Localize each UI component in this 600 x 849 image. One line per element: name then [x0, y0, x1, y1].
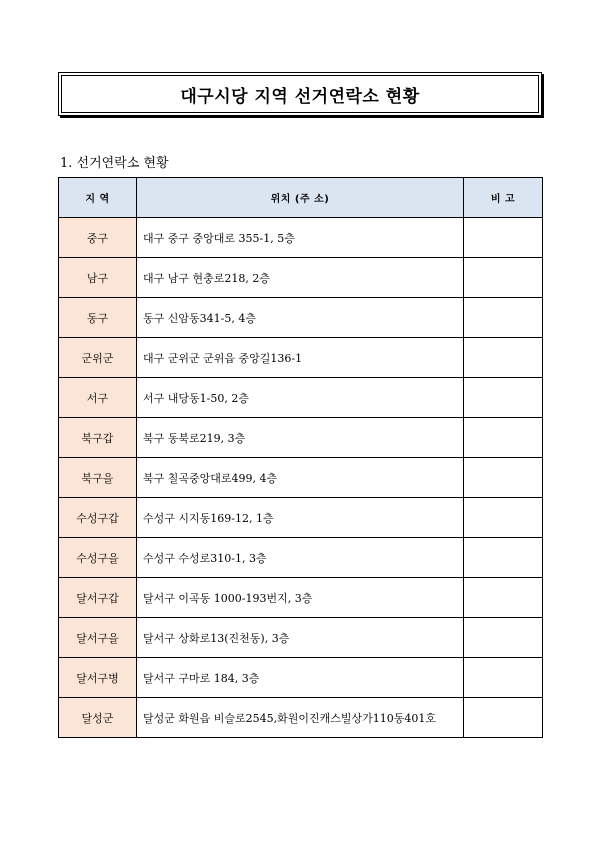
address-cell: 달서구 구마로 184, 3층 [137, 658, 464, 698]
table-header-row [59, 178, 543, 218]
note-cell [464, 698, 543, 738]
document-title-box [58, 72, 542, 116]
table-row [59, 378, 543, 418]
region-cell: 달서구병 [59, 658, 137, 698]
address-cell: 달서구 이곡동 1000-193번지, 3층 [137, 578, 464, 618]
table-row [59, 418, 543, 458]
region-cell: 동구 [59, 298, 137, 338]
address-cell: 동구 신암동341-5, 4층 [137, 298, 464, 338]
note-cell [464, 458, 543, 498]
table-row [59, 698, 543, 738]
address-cell: 북구 동북로219, 3층 [137, 418, 464, 458]
region-cell: 달서구을 [59, 618, 137, 658]
region-cell: 달성군 [59, 698, 137, 738]
note-cell [464, 618, 543, 658]
address-cell: 수성구 시지동169-12, 1층 [137, 498, 464, 538]
table-row [59, 338, 543, 378]
table-row [59, 538, 543, 578]
region-cell: 남구 [59, 258, 137, 298]
note-cell [464, 298, 543, 338]
note-cell [464, 538, 543, 578]
header-note: 비 고 [464, 178, 543, 218]
address-cell: 서구 내당동1-50, 2층 [137, 378, 464, 418]
note-cell [464, 578, 543, 618]
table-row [59, 618, 543, 658]
header-region: 지 역 [59, 178, 137, 218]
region-cell: 수성구을 [59, 538, 137, 578]
note-cell [464, 498, 543, 538]
table-row [59, 458, 543, 498]
document-title: 대구시당 지역 선거연락소 현황 [180, 86, 420, 107]
note-cell [464, 418, 543, 458]
region-cell: 북구갑 [59, 418, 137, 458]
region-cell: 중구 [59, 218, 137, 258]
note-cell [464, 378, 543, 418]
region-cell: 서구 [59, 378, 137, 418]
address-cell: 대구 중구 중앙대로 355-1, 5층 [137, 218, 464, 258]
address-cell: 달서구 상화로13(진천동), 3층 [137, 618, 464, 658]
section-heading: 1. 선거연락소 현황 [60, 156, 169, 171]
table-row [59, 298, 543, 338]
note-cell [464, 218, 543, 258]
address-cell: 북구 칠곡중앙대로499, 4층 [137, 458, 464, 498]
table-row [59, 578, 543, 618]
note-cell [464, 658, 543, 698]
table-row [59, 218, 543, 258]
region-cell: 북구을 [59, 458, 137, 498]
address-cell: 달성군 화원읍 비슬로2545,화원이진캐스빌상가110동401호 [137, 698, 464, 738]
header-address: 위치 (주 소) [137, 178, 464, 218]
contact-office-table [58, 177, 543, 738]
address-cell: 수성구 수성로310-1, 3층 [137, 538, 464, 578]
region-cell: 군위군 [59, 338, 137, 378]
table-row [59, 258, 543, 298]
note-cell [464, 258, 543, 298]
region-cell: 수성구갑 [59, 498, 137, 538]
address-cell: 대구 남구 현충로218, 2층 [137, 258, 464, 298]
note-cell [464, 338, 543, 378]
region-cell: 달서구갑 [59, 578, 137, 618]
table-row [59, 498, 543, 538]
address-cell: 대구 군위군 군위읍 중앙길136-1 [137, 338, 464, 378]
table-row [59, 658, 543, 698]
